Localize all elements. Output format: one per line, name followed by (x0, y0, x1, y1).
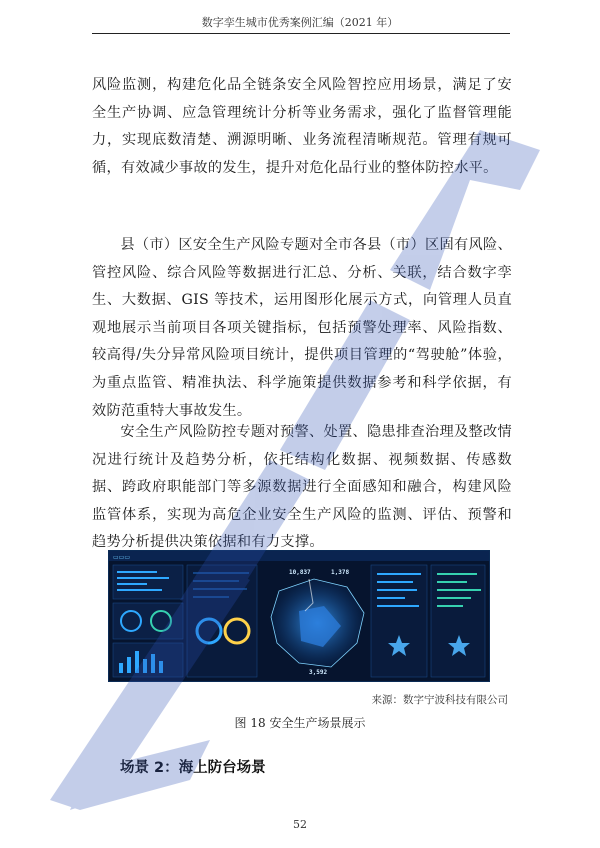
running-header: 数字孪生城市优秀案例汇编（2021 年） (201, 16, 399, 29)
dashboard-stat-1: 10,837 (289, 569, 311, 576)
dashboard-stat-2: 1,378 (331, 569, 350, 576)
section-heading: 场景 2：海上防台场景 (120, 760, 266, 776)
safety-dashboard-figure (108, 550, 490, 682)
page-number: 52 (293, 818, 307, 831)
figure-source: 来源：数字宁波科技有限公司 (371, 694, 508, 706)
figure-caption: 图 18 安全生产场景展示 (234, 716, 366, 730)
dashboard-stat-3: 3,592 (309, 669, 328, 676)
dashboard-title-left: ▭▭▭ (113, 554, 131, 561)
paragraph-1: 风险监测，构建危化品全链条安全风险智控应用场景，满足了安全生产协调、应急管理统计分析等业务需求，强化了监督管理能力，实现底数清楚、溯源明晰、业务流程清晰规范。管理有规可循，有效减少事故的发生，提升对危化品行业的整体防控水平。 (92, 77, 512, 176)
paragraph-2: 县（市）区安全生产风险专题对全市各县（市）区固有风险、管控风险、综合风险等数据进行汇总、分析、关联，结合数字孪生、大数据、GIS 等技术，运用图形化展示方式，向管理人员直观地展示当前项目各项关键指标，包括预警处理率、风险指数、较高得/失分异常风险项目统计，提供项目管理的“驾驶舱”体验，为重点监管、精准执法、科学施策提供数据参考和科学依据，有效防范重特大事故发生。 (92, 237, 512, 419)
header-rule (92, 33, 510, 34)
paragraph-3: 安全生产风险防控专题对预警、处置、隐患排查治理及整改情况进行统计及趋势分析，依托结构化数据、视频数据、传感数据、跨政府职能部门等多源数据进行全面感知和融合，构建风险监管体系，实现为高危企业安全生产风险的监测、评估、预警和趋势分析提供决策依据和有力支撑。 (92, 424, 512, 551)
